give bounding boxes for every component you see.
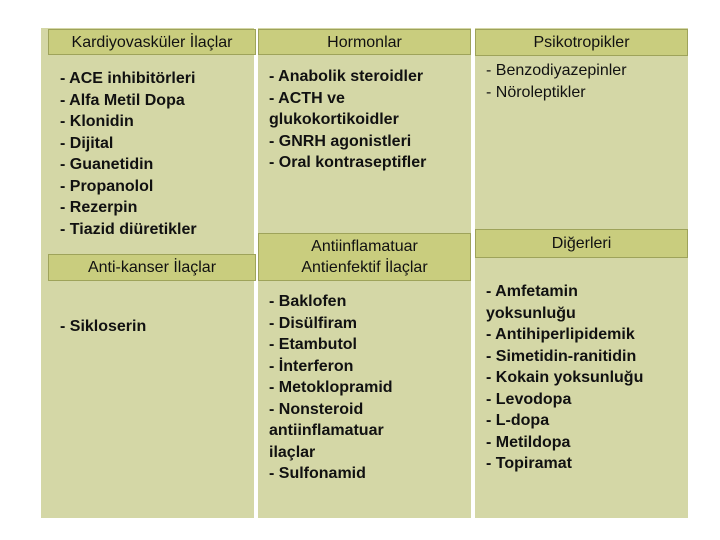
list-item: - Disülfiram [269,314,358,332]
list-item: - Metoklopramid [269,379,393,396]
list-item: - Etambutol [269,336,357,353]
antiinflammatory-list [269,291,467,485]
list-item: - Simetidin-ranitidin [486,347,637,365]
cardio-list [60,68,250,240]
list-item: - Rezerpin [60,199,138,216]
antiinflammatory-title [301,236,427,278]
anticancer-list [60,316,250,338]
antiinflammatory-header [258,233,471,281]
list-item: - Anabolik steroidler [269,68,424,85]
list-item: - Metildopa [486,433,571,451]
list-item: - Alfa Metil Dopa [60,91,185,109]
list-item: - Kokain yoksunluğu [486,369,644,386]
others-header [475,229,688,258]
list-item: - Oral kontraseptifler [269,154,427,171]
hormones-list [269,66,467,174]
list-item: - Levodopa [486,390,572,408]
list-item: - ACTH ve [269,89,345,107]
psychotropic-list [486,60,684,103]
psychotropic-title: Psikotropikler [533,34,630,51]
list-item: ilaçlar [269,443,316,461]
cardio-header [48,29,256,55]
list-item: - Sikloserin [60,318,147,335]
hormones-header [258,29,471,55]
list-item: - Topiramat [486,455,572,472]
list-item: - Baklofen [269,293,347,310]
list-item: - GNRH agonistleri [269,132,412,150]
list-item: - L-dopa [486,412,550,429]
cardio-title: Kardiyovasküler İlaçlar [71,33,233,51]
hormones-title: Hormonlar [327,33,402,51]
list-item: - ACE inhibitörleri [60,70,196,87]
list-item: - Nonsteroid [269,400,364,418]
list-item: - Sulfonamid [269,465,366,482]
list-item: yoksunluğu [486,304,576,322]
list-item: - Amfetamin [486,283,578,300]
anticancer-title: Anti-kanser İlaçlar [87,259,217,276]
list-item: - Klonidin [60,113,134,130]
others-title: Diğerleri [551,235,612,252]
list-item: antiinflamatuar [269,422,384,439]
psychotropic-header [475,29,688,56]
list-item: - İnterferon [269,357,354,375]
list-item: - Antihiperlipidemik [486,326,635,343]
others-list [486,281,684,475]
list-item: - Benzodiyazepinler [486,62,627,79]
antiinflammatory-title-line2: Antienfektif İlaçlar [301,259,428,276]
list-item: - Propanolol [60,177,154,195]
list-item: - Nöroleptikler [486,83,586,101]
list-item: - Guanetidin [60,156,154,173]
list-item: - Tiazid diüretikler [60,220,197,238]
list-item: glukokortikoidler [269,111,399,128]
anticancer-header [48,254,256,281]
list-item: - Dijital [60,134,114,152]
antiinflammatory-title-line1: Antiinflamatuar [311,238,418,255]
